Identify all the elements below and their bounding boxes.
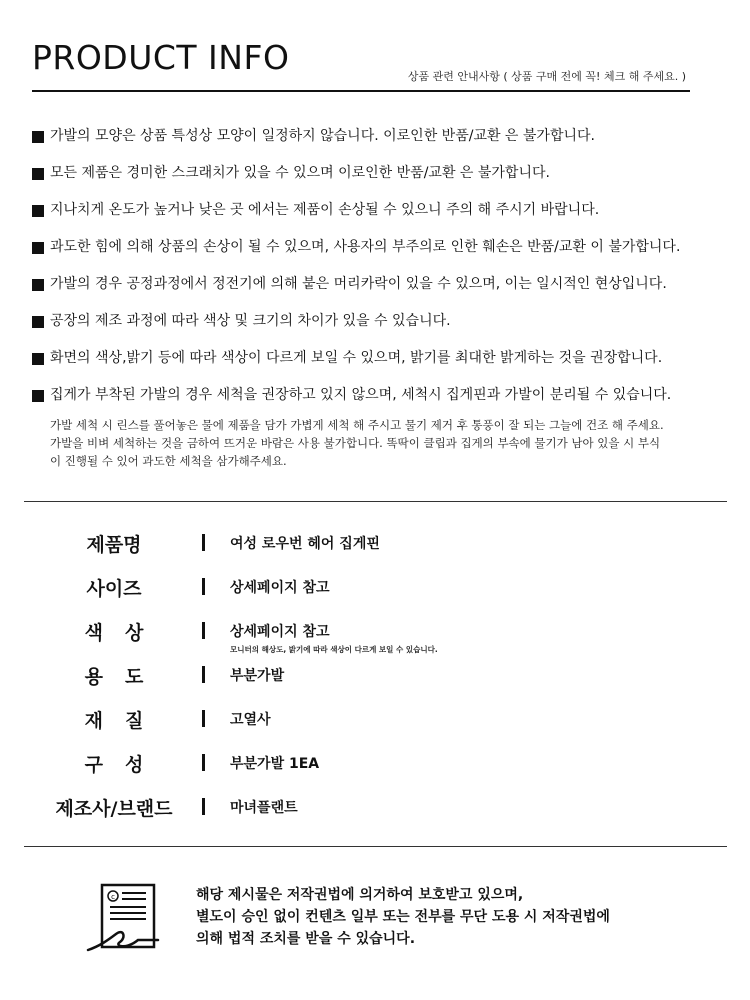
square-bullet-icon (32, 242, 44, 254)
svg-text:c: c (111, 893, 115, 901)
square-bullet-icon (32, 390, 44, 402)
spec-label: 재질 (84, 710, 166, 732)
notice-item (32, 118, 732, 155)
notice-item (32, 340, 732, 377)
spec-separator (202, 622, 205, 639)
spec-row-maker-brand (0, 786, 750, 830)
spec-separator (202, 754, 205, 771)
copyright-notice (86, 880, 706, 960)
spec-row-usage (0, 654, 750, 698)
spec-label: 사이즈 (86, 578, 142, 600)
notice-item (32, 377, 732, 414)
copyright-line: 별도이 승인 없이 컨텐츠 일부 또는 전부를 무단 도용 시 저작권법에 (196, 909, 610, 925)
section-divider (24, 846, 727, 847)
copyright-text (196, 884, 610, 950)
notice-list (32, 118, 732, 470)
spec-separator (202, 798, 205, 815)
spec-value: 상세페이지 참고 (230, 580, 330, 596)
spec-label: 색상 (84, 622, 166, 644)
spec-value: 부분가발 1EA (230, 756, 320, 772)
notice-item (32, 192, 732, 229)
square-bullet-icon (32, 205, 44, 217)
notice-text: 집게가 부착된 가발의 경우 세척을 권장하고 있지 않으며, 세척시 집게핀과 가발이 분리될 수 있습니다. (50, 387, 672, 403)
notice-item (32, 155, 732, 192)
spec-label: 용도 (84, 666, 166, 688)
notice-text: 공장의 제조 과정에 따라 색상 및 크기의 차이가 있을 수 있습니다. (50, 313, 451, 329)
notice-text: 과도한 힘에 의해 상품의 손상이 될 수 있으며, 사용자의 부주의로 인한 훼손은 반품/교환 이 불가합니다. (50, 239, 681, 255)
care-note-line: 가발을 비벼 세척하는 것을 금하여 뜨거운 바람은 사용 불가합니다. 똑딱이 클립과 집게의 부속에 물기가 남아 있을 시 부식 (50, 436, 661, 450)
header-rule (32, 90, 690, 92)
square-bullet-icon (32, 168, 44, 180)
spec-row-composition (0, 742, 750, 786)
copyright-line: 의해 법적 조치를 받을 수 있습니다. (196, 931, 416, 947)
spec-row-product-name (0, 522, 750, 566)
notice-text: 지나치게 온도가 높거나 낮은 곳 에서는 제품이 손상될 수 있으니 주의 해 주시기 바랍니다. (50, 202, 600, 218)
spec-note: 모니터의 해상도, 밝기에 따라 색상이 다르게 보일 수 있습니다. (230, 645, 438, 654)
spec-separator (202, 578, 205, 595)
notice-text: 가발의 경우 공정과정에서 정전기에 의해 붙은 머리카락이 있을 수 있으며, 이는 일시적인 현상입니다. (50, 276, 667, 292)
care-note (50, 416, 740, 470)
spec-separator (202, 710, 205, 727)
spec-value: 상세페이지 참고 (230, 624, 330, 640)
notice-item (32, 266, 732, 303)
square-bullet-icon (32, 279, 44, 291)
copyright-document-icon (86, 880, 166, 956)
page-subtitle: 상품 관련 안내사항 ( 상품 구매 전에 꼭! 체크 해 주세요. ) (407, 70, 686, 83)
square-bullet-icon (32, 353, 44, 365)
spec-value: 부분가발 (230, 668, 285, 684)
spec-label: 제품명 (86, 534, 142, 556)
notice-text: 화면의 색상,밝기 등에 따라 색상이 다르게 보일 수 있으며, 밝기를 최대한 밝게하는 것을 권장합니다. (50, 350, 663, 366)
section-divider (24, 501, 727, 502)
page-title: PRODUCT INFO (32, 38, 290, 77)
notice-text: 가발의 모양은 상품 특성상 모양이 일정하지 않습니다. 이로인한 반품/교환 은 불가합니다. (50, 128, 595, 144)
spec-row-material (0, 698, 750, 742)
square-bullet-icon (32, 316, 44, 328)
square-bullet-icon (32, 131, 44, 143)
care-note-line: 이 진행될 수 있어 과도한 세척을 삼가해주세요. (50, 454, 287, 468)
spec-row-size (0, 566, 750, 610)
spec-label: 구성 (84, 754, 166, 776)
notice-text: 모든 제품은 경미한 스크래치가 있을 수 있으며 이로인한 반품/교환 은 불가합니다. (50, 165, 550, 181)
spec-label: 제조사/브랜드 (55, 798, 173, 820)
copyright-line: 해당 제시물은 저작권법에 의거하여 보호받고 있으며, (196, 887, 524, 903)
care-note-line: 가발 세척 시 린스를 풀어놓은 물에 제품을 담가 가볍게 세척 해 주시고 물기 제거 후 통풍이 잘 되는 그늘에 건조 해 주세요. (50, 418, 664, 432)
product-info-header (32, 38, 690, 94)
spec-value: 마녀플랜트 (230, 800, 298, 816)
spec-table (0, 522, 750, 830)
spec-separator (202, 666, 205, 683)
notice-item (32, 229, 732, 266)
spec-value: 고열사 (230, 712, 271, 728)
spec-value: 여성 로우번 헤어 집게핀 (230, 536, 380, 552)
spec-separator (202, 534, 205, 551)
notice-item (32, 303, 732, 340)
spec-row-color (0, 610, 750, 654)
